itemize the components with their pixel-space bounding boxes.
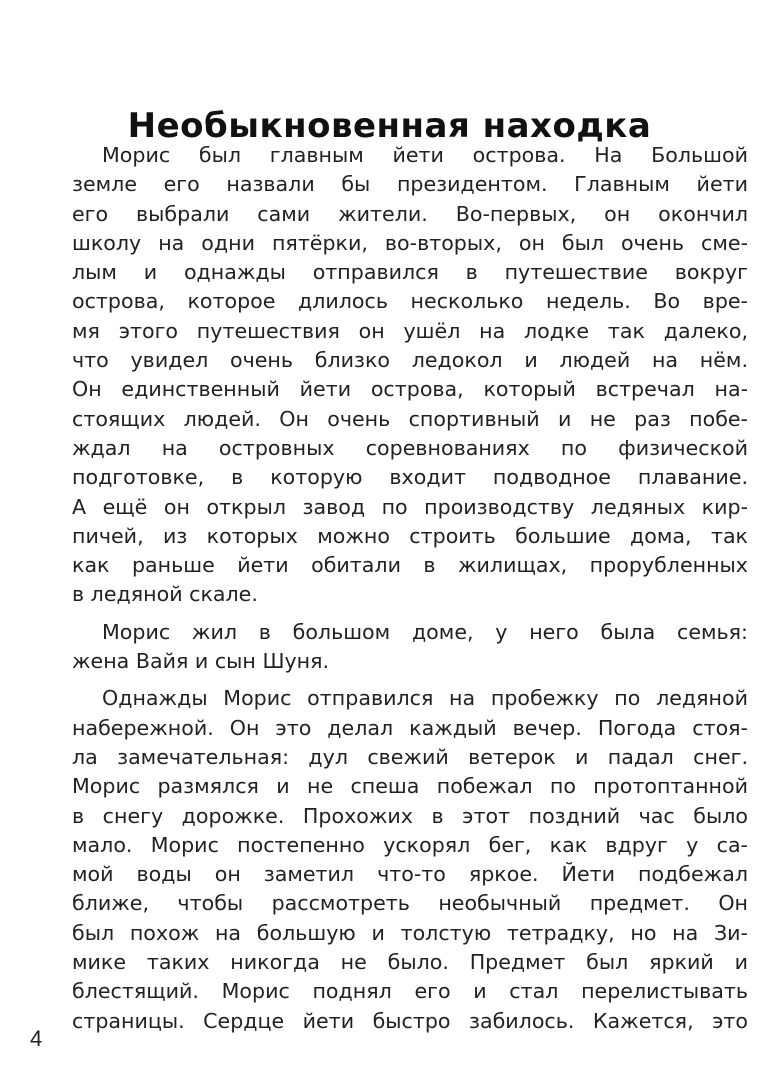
text-line: в ледяной скале.: [72, 582, 258, 607]
text-line: был похож на большую и толстую тетрадку, но на Зи-: [72, 920, 748, 945]
text-line: мой воды он заметил что-то яркое. Йети подбежал: [72, 862, 748, 887]
paragraph: [72, 684, 748, 1036]
text-line: мя этого путешествия он ушёл на лодке так далеко,: [72, 318, 748, 343]
page-number: 4: [30, 1026, 43, 1051]
text-line: Морис жил в большом доме, у него была семья:: [102, 619, 748, 644]
text-line: в снегу дорожке. Прохожих в этот поздний час было: [72, 803, 748, 828]
text-line: ла замечательная: дул свежий ветерок и падал снег.: [72, 744, 748, 769]
text-line: как раньше йети обитали в жилищах, прорубленных: [72, 553, 748, 578]
text-line: блестящий. Морис поднял его и стал перелистывать: [72, 979, 748, 1004]
text-line: Морис был главным йети острова. На Большой: [102, 143, 748, 167]
paragraph: [72, 141, 748, 610]
text-line: его выбрали сами жители. Во-первых, он окончил: [72, 201, 748, 226]
text-line: пичей, из которых можно строить большие дома, так: [72, 523, 748, 548]
text-line: школу на одни пятёрки, во-вторых, он был очень сме-: [72, 230, 748, 255]
text-line: А ещё он открыл завод по производству ледяных кир-: [72, 494, 748, 519]
text-line: Морис размялся и не спеша побежал по протоптанной: [72, 774, 748, 799]
paragraph: [72, 618, 748, 677]
text-line: страницы. Сердце йети быстро забилось. Кажется, это: [72, 1008, 748, 1033]
text-line: мике таких никогда не было. Предмет был яркий и: [72, 950, 748, 975]
chapter-body: [72, 141, 748, 1044]
text-line: острова, которое длилось несколько недель. Во вре-: [72, 289, 748, 314]
text-line: мало. Морис постепенно ускорял бег, как вдруг у са-: [72, 832, 748, 857]
text-line: что увидел очень близко ледокол и людей на нём.: [72, 348, 748, 373]
chapter-title: Необыкновенная находка: [127, 105, 652, 146]
text-line: Однажды Морис отправился на пробежку по ледяной: [102, 686, 748, 711]
text-line: набережной. Он это делал каждый вечер. Погода стоя-: [72, 715, 748, 740]
text-line: ждал на островных соревнованиях по физической: [72, 435, 748, 460]
text-line: жена Вайя и сын Шуня.: [72, 649, 330, 674]
text-line: ближе, чтобы рассмотреть необычный предмет. Он: [72, 891, 748, 916]
text-line: Он единственный йети острова, который встречал на-: [72, 377, 748, 402]
text-line: лым и однажды отправился в путешествие вокруг: [72, 260, 748, 285]
text-line: подготовке, в которую входит подводное плавание.: [72, 465, 748, 490]
text-line: земле его назвали бы президентом. Главным йети: [72, 172, 748, 197]
text-line: стоящих людей. Он очень спортивный и не раз побе-: [72, 406, 748, 431]
